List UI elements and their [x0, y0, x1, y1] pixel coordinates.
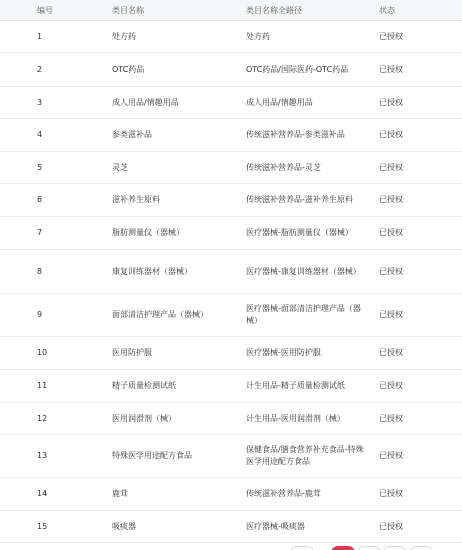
row-id-cell: 13 — [0, 435, 112, 478]
row-path-cell: 传统滋补营养品-灵芝 — [246, 152, 379, 184]
row-name-cell: 脂肪测量仪（器械） — [112, 217, 246, 250]
column-header-name: 类目名称 — [112, 0, 246, 21]
row-name-cell: 医用润滑剂（械） — [112, 403, 246, 435]
row-id-cell: 6 — [0, 184, 112, 217]
table-row — [0, 250, 462, 294]
row-path-cell: 医疗器械-脂肪测量仪（器械） — [246, 217, 379, 250]
table-row — [0, 53, 462, 87]
table-row — [0, 294, 462, 337]
table-row — [0, 435, 462, 478]
table-row — [0, 21, 462, 53]
row-status-cell: 已授权 — [379, 435, 462, 478]
row-path-cell: 医疗器械-面部清洁护理产品（器械） — [246, 294, 379, 337]
pager-prev-button[interactable] — [290, 546, 314, 550]
row-id-cell: 11 — [0, 370, 112, 403]
row-name-cell: 康复训练器材（器械） — [112, 250, 246, 294]
pager-current-page[interactable] — [331, 546, 355, 550]
row-status-cell: 已授权 — [379, 294, 462, 337]
row-status-cell: 已授权 — [379, 184, 462, 217]
row-id-cell: 8 — [0, 250, 112, 294]
table-header-row — [0, 0, 462, 21]
table-row — [0, 217, 462, 250]
pager-next-button[interactable] — [409, 546, 433, 550]
row-id-cell: 4 — [0, 119, 112, 152]
row-path-cell: 医疗器械-吸痰器 — [246, 511, 379, 543]
row-path-cell: 传统滋补营养品-参类滋补品 — [246, 119, 379, 152]
row-status-cell: 已授权 — [379, 478, 462, 511]
row-name-cell: 鹿茸 — [112, 478, 246, 511]
row-path-cell: 计生用品-精子质量检测试纸 — [246, 370, 379, 403]
table-row — [0, 152, 462, 184]
table-row — [0, 184, 462, 217]
row-id-cell: 2 — [0, 53, 112, 87]
row-name-cell: OTC药品 — [112, 53, 246, 87]
row-status-cell: 已授权 — [379, 119, 462, 152]
column-header-path: 类目名称全路径 — [246, 0, 379, 21]
row-status-cell: 已授权 — [379, 87, 462, 119]
row-id-cell: 14 — [0, 478, 112, 511]
row-id-cell: 15 — [0, 511, 112, 543]
row-status-cell: 已授权 — [379, 370, 462, 403]
row-status-cell: 已授权 — [379, 152, 462, 184]
row-status-cell: 已授权 — [379, 511, 462, 543]
row-path-cell: 成人用品/情趣用品 — [246, 87, 379, 119]
row-name-cell: 精子质量检测试纸 — [112, 370, 246, 403]
table-row — [0, 478, 462, 511]
row-path-cell: 保健食品/膳食营养补充食品-特殊医学用途配方食品 — [246, 435, 379, 478]
table-body — [0, 21, 462, 543]
table-row — [0, 370, 462, 403]
row-path-cell: 传统滋补营养品-鹿茸 — [246, 478, 379, 511]
pager-page-button[interactable] — [383, 546, 407, 550]
row-name-cell: 处方药 — [112, 21, 246, 53]
row-path-cell: 计生用品-医用润滑剂（械） — [246, 403, 379, 435]
table-row — [0, 403, 462, 435]
table-row — [0, 87, 462, 119]
row-path-cell: 医疗器械-医用防护服 — [246, 337, 379, 370]
row-name-cell: 参类滋补品 — [112, 119, 246, 152]
row-status-cell: 已授权 — [379, 21, 462, 53]
row-name-cell: 灵芝 — [112, 152, 246, 184]
table-row — [0, 511, 462, 543]
table-row — [0, 119, 462, 152]
row-id-cell: 1 — [0, 21, 112, 53]
row-path-cell: 处方药 — [246, 21, 379, 53]
row-status-cell: 已授权 — [379, 403, 462, 435]
row-path-cell: OTC药品/国际医药-OTC药品 — [246, 53, 379, 87]
row-status-cell: 已授权 — [379, 337, 462, 370]
row-id-cell: 10 — [0, 337, 112, 370]
row-name-cell: 特殊医学用途配方食品 — [112, 435, 246, 478]
column-header-status: 状态 — [379, 0, 462, 21]
row-name-cell: 医用防护服 — [112, 337, 246, 370]
row-name-cell: 面部清洁护理产品（器械） — [112, 294, 246, 337]
row-id-cell: 7 — [0, 217, 112, 250]
row-id-cell: 5 — [0, 152, 112, 184]
pagination — [0, 542, 462, 550]
row-name-cell: 滋补养生原料 — [112, 184, 246, 217]
row-path-cell: 医疗器械-康复训练器材（器械） — [246, 250, 379, 294]
row-name-cell: 成人用品/情趣用品 — [112, 87, 246, 119]
row-name-cell: 吸痰器 — [112, 511, 246, 543]
row-status-cell: 已授权 — [379, 250, 462, 294]
row-id-cell: 9 — [0, 294, 112, 337]
column-header-id: 编号 — [0, 0, 112, 21]
row-status-cell: 已授权 — [379, 53, 462, 87]
row-status-cell: 已授权 — [379, 217, 462, 250]
row-id-cell: 12 — [0, 403, 112, 435]
pager-page-button[interactable] — [357, 546, 381, 550]
table-row — [0, 337, 462, 370]
row-id-cell: 3 — [0, 87, 112, 119]
row-path-cell: 传统滋补营养品-滋补养生原料 — [246, 184, 379, 217]
